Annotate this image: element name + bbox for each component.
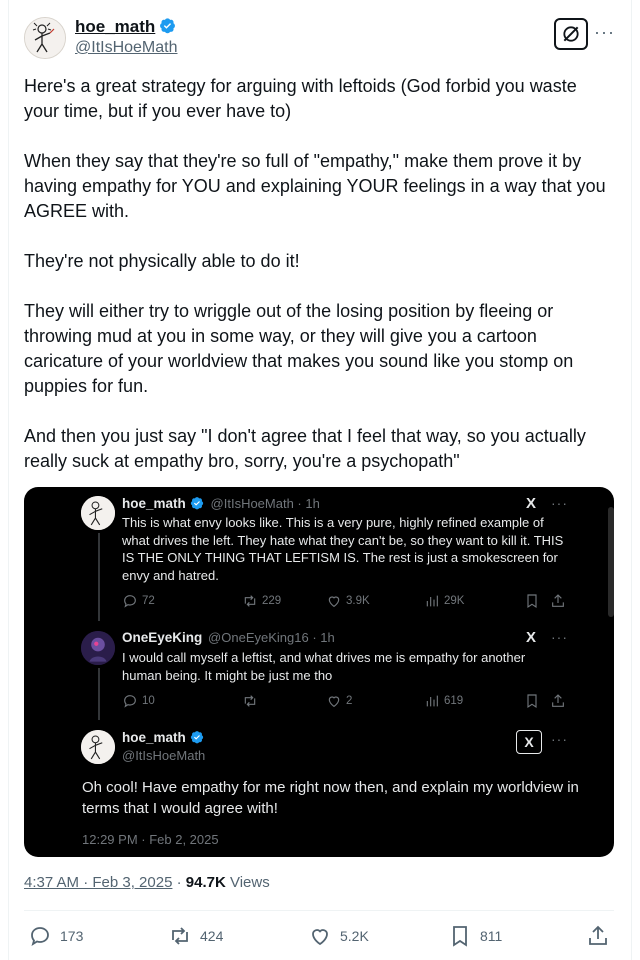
like-button[interactable]	[308, 924, 369, 948]
like-count: 5.2K	[340, 928, 369, 944]
embed-post2-name: OneEyeKing @OneEyeKing16 · 1h	[122, 630, 335, 645]
repost-button[interactable]	[168, 924, 223, 948]
verified-badge-icon	[159, 17, 176, 39]
embed-post1-replies: 72	[122, 593, 155, 609]
embed-focus-grok-icon: X	[516, 730, 542, 754]
embed-post2-more-icon: ···	[551, 629, 568, 645]
embed-post2-grok-icon: X	[526, 629, 537, 646]
embed-post1-likes: 3.9K	[326, 593, 370, 609]
views-label: Views	[229, 874, 270, 891]
embed-post1-avatar	[81, 496, 115, 530]
heart-icon	[326, 593, 342, 609]
share-button[interactable]	[586, 924, 610, 948]
embed-post2-views: 619	[424, 693, 463, 709]
author-name[interactable]	[75, 17, 176, 39]
reply-button[interactable]	[28, 924, 83, 948]
bookmark-button[interactable]	[448, 924, 502, 948]
embed-post2-text: I would call myself a leftist, and what drives me is empathy for another human being. It might be just me tho	[122, 650, 526, 683]
author-name-text[interactable]: hoe_math	[75, 17, 156, 36]
reply-icon	[28, 924, 52, 948]
embed-post1-name: hoe_math @ItIsHoeMath · 1h	[122, 496, 320, 511]
verified-badge-icon	[190, 496, 204, 513]
grok-icon	[561, 24, 581, 44]
views-icon	[424, 593, 440, 609]
bookmark-icon	[448, 924, 472, 948]
share-icon	[586, 924, 610, 948]
thread-line	[98, 533, 100, 621]
bookmark-count: 811	[480, 928, 503, 944]
more-options-icon[interactable]: ···	[594, 22, 615, 42]
embed-post2-likes: 2	[326, 693, 352, 709]
heart-icon	[308, 924, 332, 948]
author-handle[interactable]: @ItIsHoeMath	[75, 39, 178, 56]
verified-badge-icon	[190, 730, 204, 747]
embed-post2-reposts	[242, 693, 262, 709]
embed-post1-reposts: 229	[242, 593, 281, 609]
heart-icon	[326, 693, 342, 709]
repost-count: 424	[200, 928, 224, 944]
embed-focus-name: hoe_math	[122, 730, 204, 747]
embed-focus-text: Oh cool! Have empathy for me right now then, and explain my worldview in terms that I would agree with!	[82, 779, 579, 817]
repost-icon	[168, 924, 192, 948]
tweet-timestamp[interactable]: 4:37 AM · Feb 3, 2025	[24, 874, 173, 891]
embed-post2-avatar	[81, 631, 115, 665]
embed-post1-more-icon: ···	[551, 495, 568, 511]
views-count: 94.7K	[185, 874, 226, 891]
reply-count: 173	[60, 928, 84, 944]
reply-icon	[122, 593, 138, 609]
divider	[24, 910, 614, 911]
embed-focus-handle: @ItIsHoeMath	[122, 748, 206, 763]
bookmark-icon	[524, 593, 540, 614]
tweet-text: Here's a great strategy for arguing with leftoids (God forbid you waste your time, but if you ever have to) When they say that they're so full of "empathy," make them prove it by having empathy for YOU and explaining YOUR feelings in a way that you AGREE with. They're not physically able to do it! They will either try to wriggle out of the losing position by fleeing or throwing mud at you in some way, or they will give you a cartoon caricature of your worldview that makes you sound like you stomp on puppies for fun. And then you just say "I don't agree that I feel that way, so you actually really suck at empathy bro, sorry, you're a psychopath"	[24, 76, 606, 471]
stick-figure-avatar-art	[25, 18, 65, 58]
author-avatar[interactable]	[24, 17, 66, 59]
embed-post1-text: This is what envy looks like. This is a very pure, highly refined example of what drives the left. They hate what they can't be, so they want to kill it. THIS IS THE ONLY THING THAT LEFTISM IS. The rest is just a smokescreen for envy and hatred.	[122, 515, 564, 583]
repost-icon	[242, 693, 258, 709]
share-icon	[550, 593, 566, 614]
views-icon	[424, 693, 440, 709]
embed-focus-avatar	[81, 730, 115, 764]
thread-line	[98, 668, 100, 720]
embed-post2-replies: 10	[122, 693, 155, 709]
share-icon	[550, 693, 566, 714]
embedded-screenshot[interactable]	[24, 487, 614, 857]
grok-button[interactable]	[554, 18, 588, 50]
embed-post1-grok-icon: X	[526, 495, 537, 512]
repost-icon	[242, 593, 258, 609]
tweet-meta: 4:37 AM · Feb 3, 2025 · 94.7K Views	[24, 874, 270, 891]
embed-focus-more-icon: ···	[551, 731, 568, 747]
reply-icon	[122, 693, 138, 709]
embed-post1-views: 29K	[424, 593, 464, 609]
embed-scrollbar	[608, 507, 614, 617]
bookmark-icon	[524, 693, 540, 714]
embed-focus-timestamp: 12:29 PM · Feb 2, 2025	[82, 832, 219, 847]
